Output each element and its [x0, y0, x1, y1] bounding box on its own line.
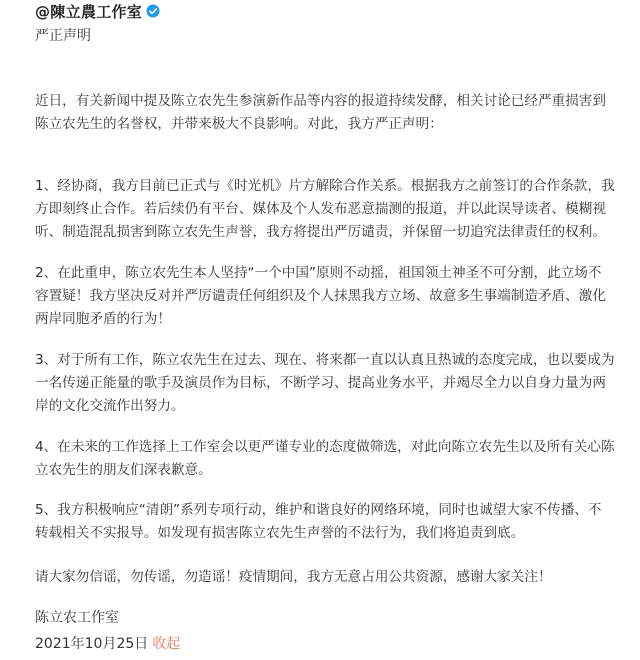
post-paragraph-closing: 请大家勿信谣，勿传谣，勿造谣！疫情期间，我方无意占用公共资源，感谢大家关注！: [35, 569, 552, 585]
signature: 陈立农工作室: [35, 610, 119, 626]
post-paragraph-3: 3、对于所有工作，陈立农先生在过去、现在、将来都一直以认真且热诚的态度完成，也以要成为一名传递正能量的歌手及演员作为目标，不断学习、提高业务水平，并竭尽全力以自身力量为两岸的文化交流作出努力。: [35, 352, 615, 414]
post-paragraph-2: 2、在此重申，陈立农先生本人坚持“一个中国”原则不动摇，祖国领土神圣不可分割，此立场不容置疑！我方坚决反对并严厉谴责任何组织及个人抹黑我方立场、故意多生事端制造矛盾、激化两岸同胞矛盾的行为！: [35, 265, 606, 327]
verified-badge-icon: [146, 4, 160, 18]
post-paragraph-5: 5、我方积极响应“清朗”系列专项行动，维护和谐良好的网络环境，同时也诚望大家不传播、不转载相关不实报导。如发现有损害陈立农先生声誉的不法行为，我们将追责到底。: [35, 502, 602, 541]
post-footer: [35, 633, 180, 653]
post-paragraph-4: 4、在未来的工作选择上工作室会以更严谨专业的态度做筛选，对此向陈立农先生以及所有关心陈立农先生的朋友们深表歉意。: [35, 439, 615, 478]
post-header: [35, 0, 160, 22]
post-paragraph-intro: 近日，有关新闻中提及陈立农先生参演新作品等内容的报道持续发酵，相关讨论已经严重损害到陈立农先生的名誉权，并带来极大不良影响。对此，我方严正声明：: [35, 93, 606, 132]
post-paragraph-1: 1、经协商，我方目前已正式与《时光机》片方解除合作关系。根据我方之前签订的合作条款，我方即刻终止合作。若后续仍有平台、媒体及个人发布恶意揣测的报道，并以此误导读者、模糊视听、制造混乱损害到陈立农先生声誉，我方将提出严厉谴责，并保留一切追究法律责任的权利。: [35, 178, 615, 240]
collapse-link[interactable]: 收起: [152, 636, 181, 652]
post-date: 2021年10月25日: [35, 636, 149, 652]
post-title: 严正声明: [35, 28, 91, 44]
author-name[interactable]: @陳立農工作室: [35, 2, 143, 21]
